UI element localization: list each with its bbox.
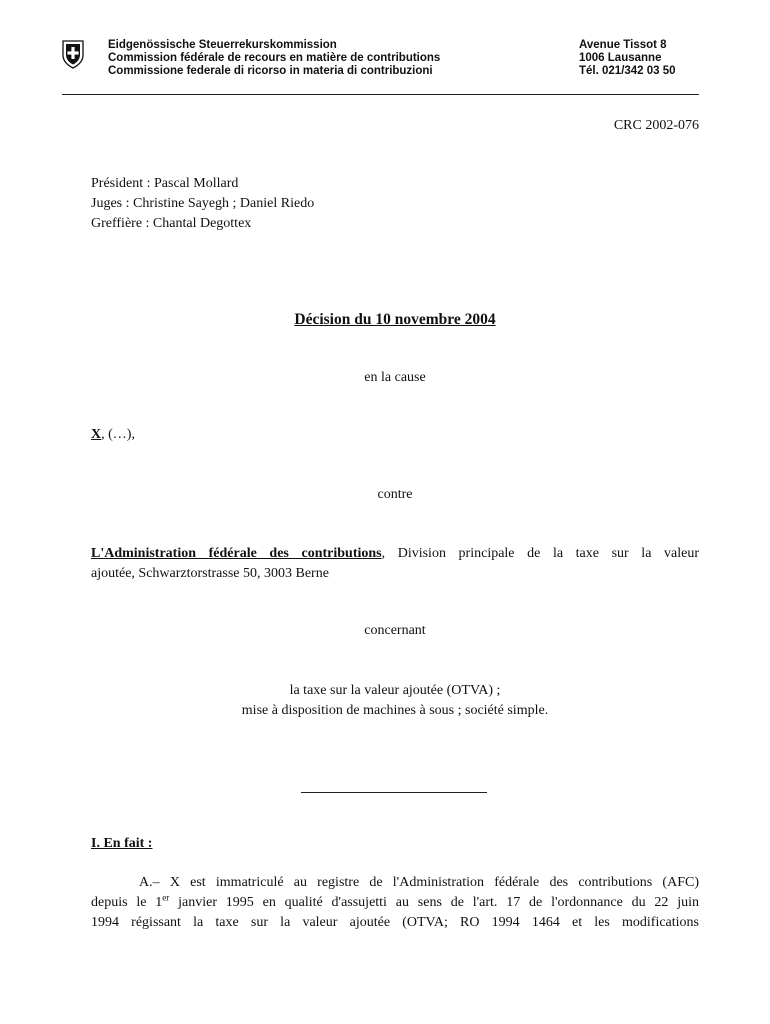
address-street: Avenue Tissot 8 <box>579 39 667 51</box>
case-reference: CRC 2002-076 <box>613 118 699 133</box>
paragraph-line-3: 1994 régissant la taxe sur la valeur ajoutée (OTVA; RO 1994 1464 et les modifications <box>91 915 699 930</box>
swiss-cross-shield-icon <box>62 39 84 69</box>
paragraph-line-2-start: depuis le 1 <box>91 895 163 910</box>
subject-line-machines: mise à disposition de machines à sous ; société simple. <box>241 703 549 718</box>
panel-president: Président : Pascal Mollard <box>91 176 239 191</box>
paragraph-line-1: A.– X est immatriculé au registre de l'Administration fédérale des contributions (AFC) <box>139 875 699 890</box>
appellant <box>91 427 135 443</box>
ordinal-superscript: er <box>162 892 170 903</box>
organization-address <box>579 39 676 78</box>
organization-names <box>108 39 440 78</box>
appellant-name: X <box>91 427 102 442</box>
respondent-address: ajoutée, Schwarztorstrasse 50, 3003 Berne <box>91 566 329 581</box>
appellant-details: , (…), <box>101 427 135 442</box>
respondent <box>91 544 699 584</box>
in-the-cause-label: en la cause <box>364 370 426 385</box>
versus-label: contre <box>377 487 413 502</box>
subject-line-vat: la taxe sur la valeur ajoutée (OTVA) ; <box>289 683 501 698</box>
address-city: 1006 Lausanne <box>579 52 662 64</box>
court-panel <box>91 174 314 234</box>
concerning-label: concernant <box>364 623 426 638</box>
section-heading: I. En fait : <box>91 836 153 851</box>
decision-title: Décision du 10 novembre 2004 <box>294 311 496 328</box>
respondent-division: , Division principale de la taxe sur la valeur <box>381 546 700 561</box>
separator-line <box>301 792 487 793</box>
letterhead <box>62 38 699 95</box>
subject-matter <box>91 681 699 721</box>
org-name-it: Commissione federale di ricorso in materia di contribuzioni <box>108 65 433 77</box>
paragraph-line-2 <box>91 893 699 913</box>
facts-paragraph <box>91 873 699 933</box>
org-name-de: Eidgenössische Steuerrekurskommission <box>108 39 337 51</box>
org-name-fr: Commission fédérale de recours en matière de contributions <box>108 52 441 64</box>
paragraph-line-2-end: janvier 1995 en qualité d'assujetti au sens de l'art. 17 de l'ordonnance du 22 juin <box>169 895 700 910</box>
respondent-name: L'Administration fédérale des contributions <box>91 546 382 561</box>
panel-judges: Juges : Christine Sayegh ; Daniel Riedo <box>91 196 315 211</box>
panel-clerk: Greffière : Chantal Degottex <box>91 216 252 231</box>
address-phone: Tél. 021/342 03 50 <box>579 65 676 77</box>
